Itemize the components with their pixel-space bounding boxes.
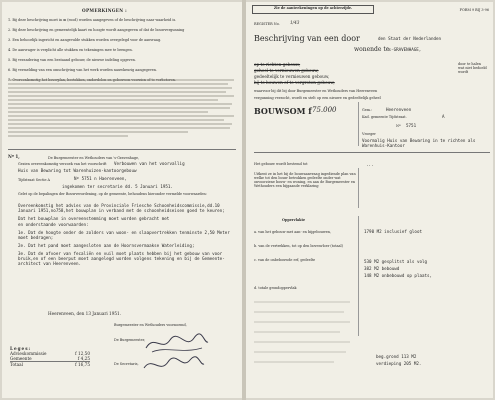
- bouwsom-value: 75.000: [312, 106, 337, 114]
- footnote-value: beg.grond 113 M2: [376, 354, 417, 359]
- residence-place: 's-GRAVENHAGE,: [386, 47, 422, 52]
- strike-note: door te halen wat niet bedoeld wordt: [458, 62, 487, 74]
- area-value: 382 M2 bebouwd: [364, 266, 400, 271]
- nr-value: 5751: [406, 123, 417, 128]
- mayor-label: De Burgemeester,: [114, 338, 145, 342]
- sectie-label: Kad. gemeente Tijdstraat.: [362, 115, 407, 119]
- leges-divider: [10, 361, 90, 362]
- form-number: FORM 9 BIJ 3-96: [459, 8, 489, 12]
- body-text: vergunning verzocht, wordt en stelt op een nieuwe en gedeeltelijk geheel: [254, 96, 381, 100]
- leges-label: Advieskommissie: [10, 351, 47, 356]
- condition-text: 1e. Dat de hoogte onder de zolders van woon- en slaapvertrekken tenminste 2,50 Meter moet bedragen;: [18, 230, 230, 240]
- leges-value: f 16,75: [75, 362, 90, 367]
- fine-print-lines: [254, 298, 354, 378]
- building-type-options: [254, 62, 414, 85]
- area-value: 148 M2 onbebouwd op plaats,: [364, 273, 433, 278]
- note-item: 7. Overeenkomstig het bouwplan, bestekken, onderdelen en gebouwen voorzien of te verbeteren.: [8, 78, 176, 82]
- register-label: REGISTER No.: [254, 22, 280, 26]
- top-note-box: Zie de aanteekeningen op de achterzijde.: [252, 5, 374, 14]
- sectie-value: A: [442, 114, 445, 119]
- area-value: 530 M2 gesplitst als volg: [364, 259, 428, 264]
- number-label: Nº 1,: [8, 154, 20, 159]
- column-divider: [358, 102, 359, 146]
- area-label: c. van de onbebouwde erf, gedeelte: [254, 258, 316, 262]
- condition-text: 3e. Dat de afvoer van fecaliën en vuil moet plaats hebben bij het gebouw van voor bruik,en of een beerput moet aangelegd worden volgens tekening en bij de Gemeente-architect van Heerenveen.: [18, 251, 225, 266]
- body-text: waarvoor bij dit bij door Burgemeester en Wethouders van Heerenveen: [254, 89, 378, 93]
- secretary-label: De Secretaris,: [114, 362, 139, 366]
- typed-purpose: Verbouwen van het voorvallig: [114, 161, 185, 166]
- area-label: a. van het gebouw met aan- en bijgebouwen,: [254, 230, 331, 234]
- owner-name: den Staat der Nederlanden: [378, 36, 442, 41]
- divider: [254, 152, 490, 153]
- question-block: Uitkent ze in het bij de bouwaanvraag ingediende plan van welke tot den bouw betrokken gedeelte onder wat onvoorziene bouw- en woning, en aan de Burgemeester en Wethouders een bijgaande verklaring: [254, 172, 356, 188]
- note-item: 4. De aanvrager is verplicht alle stukken en tekeningen mee te brengen.: [8, 48, 133, 52]
- note-item: 6. Bij vermelding van een omschrijving van het werk worden nauwkeurig aangegeven.: [8, 68, 158, 72]
- leges-title: Leges:: [10, 346, 32, 351]
- secretary-signature: [142, 354, 206, 376]
- form-title: Beschrijving van een door: [254, 34, 360, 43]
- column-divider: [358, 216, 359, 336]
- bestemming-label: Het gebouw wordt bestemd tot: [254, 162, 308, 166]
- building-option: geheel te vernieuwen gebouw,: [254, 68, 319, 73]
- leges-label: Totaal: [10, 362, 24, 367]
- kadaster-number: Nº 5751 n Haerenveen,: [74, 176, 127, 181]
- fine-print-lines: [8, 78, 236, 142]
- decl-line: De Burgemeester en Wethouders van 's-Gravenhage,: [48, 156, 140, 160]
- mayor-signature: [142, 330, 212, 356]
- place-date: Heerenveen, den 13 Januari 1951.: [48, 311, 122, 316]
- leges-value: f 4,25: [77, 356, 90, 361]
- conditions-block: [18, 203, 236, 266]
- condition-text: en onderstaande voorwaarden:: [18, 222, 89, 227]
- typed-purpose: Huis van Bewaring tot Warenhuizen-kantoorgebouw: [18, 168, 137, 173]
- leges-row: [10, 362, 90, 367]
- column-divider: [358, 168, 359, 208]
- gemeente-label: Gem.:: [362, 108, 373, 112]
- decl-paragraph: Gelet op de bepalingen der Bouwverordening, op de gemeente, behoudens hieronder vermelde voorwaarden:: [18, 192, 207, 196]
- area-label: b. van de vertrekken, tot op den bovenvloer (totaal): [254, 244, 343, 248]
- condition-text: Dat het bouwplan in overeenstemming moet worden gebracht met: [18, 216, 170, 221]
- note-item: 5. Bij verandering van een bestaand gebouw, de nieuwe indeling opgeven.: [8, 58, 136, 62]
- nr-label: Nº: [396, 124, 401, 128]
- vroeger-value: Voormalig Huis van Bewaring in te richten als Warenhuis-Kantoor: [362, 138, 476, 148]
- left-page: [2, 2, 242, 398]
- left-heading: OPMERKINGEN :: [82, 8, 128, 13]
- condition-text: Overeenkomstig het advies van de Provinciale Friesche Schoonheidscommissie,dd.10 Januari 1951,no758,het bouwplan in verband met de schoonheidseisen goed te keuren;: [18, 203, 225, 213]
- area-label: d. totale grondoppervlak: [254, 286, 297, 290]
- building-option: op te richten gebouw,: [254, 62, 301, 67]
- gemeente-value: Heerenveen: [386, 107, 412, 112]
- building-option: bij te bouwen of te vergroten gebouw,: [254, 80, 335, 85]
- divider: [8, 149, 236, 150]
- right-page: [246, 2, 493, 398]
- bestemming-value: ...: [366, 162, 374, 167]
- leges-block: [10, 346, 90, 367]
- received-date: ingekomen ter secretarie dd. 5 Januari 1951.: [62, 184, 173, 189]
- note-item: 1. Bij deze beschrijving moet in ⊠ (rood) worden aangegeven of de beschrijving naar waarheid is.: [8, 18, 177, 22]
- condition-text: 2e. Dat het pand moet aangesloten aan de Hoornsvermaakse Waterleiding;: [18, 243, 195, 248]
- bouwsom-label: BOUWSOM f: [254, 106, 312, 116]
- building-option: gedeeltelijk te vernieuwen gebouw,: [254, 74, 330, 79]
- note-item: 3. Een behoorlijk ingericht en aangevulde stukken worden overgelegd voor de aanvraag.: [8, 38, 162, 42]
- leges-label: Gemeente: [10, 356, 32, 361]
- authority-label: Burgemeester en Wethouders voornoemd,: [114, 323, 187, 327]
- decl-line: Gezien overeenkomstig verzoek van het voorschrift: [18, 162, 107, 166]
- vroeger-label: Vroeger: [362, 132, 376, 136]
- kadaster-label: Tijdstraat Sectie A: [18, 178, 50, 182]
- residence-label: wonende te: [354, 46, 390, 53]
- leges-value: f 12,50: [75, 351, 90, 356]
- note-item: 2. Bij deze beschrijving en gemeentelijk kaart en hoogte wordt aangegeven of dat de bouwvergunning: [8, 28, 185, 32]
- area-value: 1790 M2 inclusief gloot: [364, 229, 422, 234]
- area-heading: Oppervlakte: [282, 218, 306, 222]
- register-number: 1/43: [290, 20, 300, 25]
- footnote-value: verdieping 205 M2.: [376, 361, 422, 366]
